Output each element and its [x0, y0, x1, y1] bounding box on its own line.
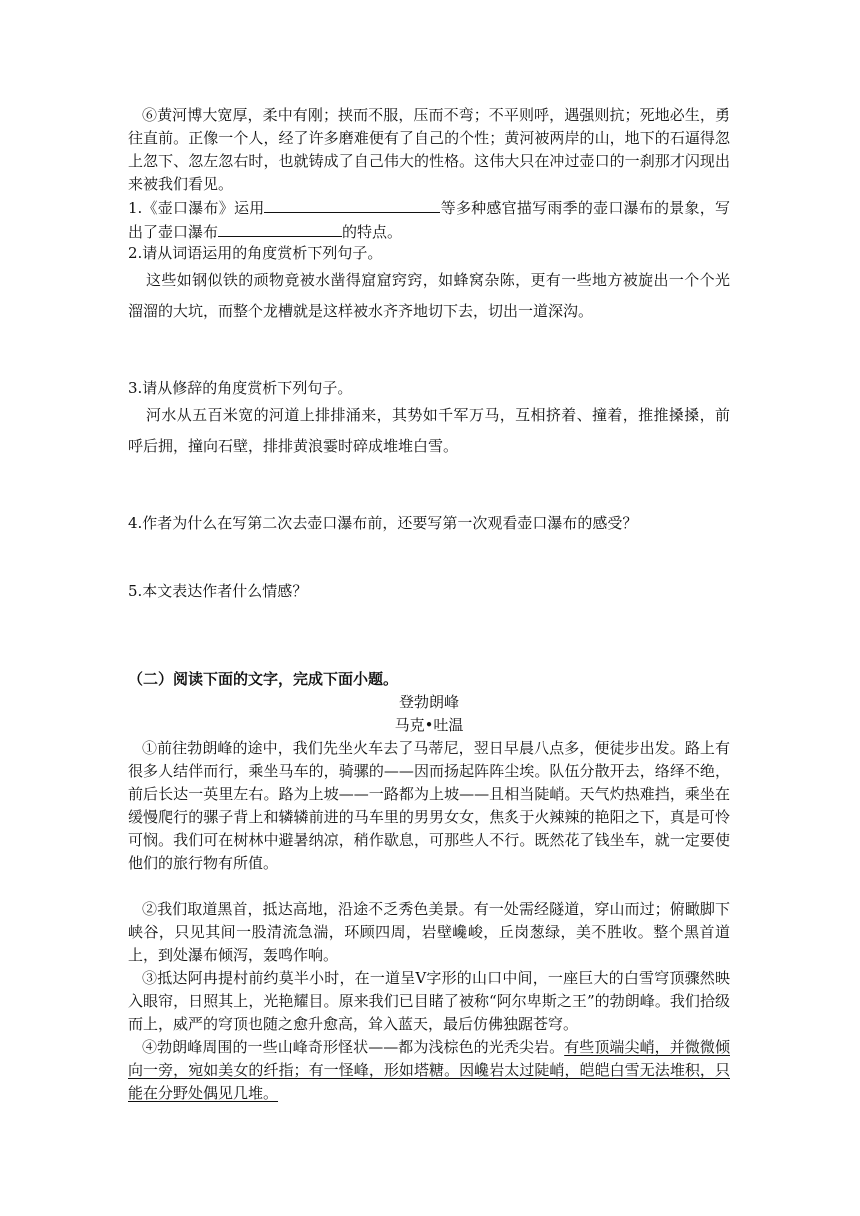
question-3-quote: 河水从五百米宽的河道上排排涌来，其势如千军万马，互相挤着、撞着，推推搡搡，前呼后拥，撞向石壁，排排黄浪霎时碎成堆堆白雪。 [128, 406, 730, 455]
question-3-prompt: 3.请从修辞的角度赏析下列句子。 [128, 379, 353, 397]
article-title: 登勃朗峰 [398, 693, 459, 711]
question-1-part1: 1.《壶口瀑布》运用 [128, 199, 265, 217]
article-paragraph-4 [128, 1036, 730, 1105]
question-1-part3: 的特点。 [342, 223, 403, 241]
question-1 [128, 196, 730, 244]
article-paragraph-1: ①前往勃朗峰的途中，我们先坐火车去了马蒂尼，翌日早晨八点多，便徒步出发。路上有很多人结伴而行，乘坐马车的，骑骡的——因而扬起阵阵尘埃。队伍分散开去，络绎不绝，前后长达一英里左右。路为上坡——一路都为上坡——且相当陡峭。天气灼热难挡，乘坐在缓慢爬行的骡子背上和辚辚前进的马车里的男男女女，焦炙于火辣辣的艳阳之下，真是可怜可悯。我们可在树林中避暑纳凉，稍作歇息，可那些人不行。既然花了钱坐车，就一定要使他们的旅行物有所值。 [128, 739, 730, 872]
question-5: 5.本文表达作者什么情感？ [128, 582, 308, 600]
answer-blank-2[interactable] [218, 220, 342, 237]
article-author: 马克•吐温 [394, 716, 464, 734]
article-paragraph-2: ②我们取道黑首，抵达高地，沿途不乏秀色美景。有一处需经隧道，穿山而过；俯瞰脚下峡谷，只见其间一股清流急湍，环顾四周，岩壁巉峻，丘岗葱绿，美不胜收。整个黑首道上，到处瀑布倾泻，轰鸣作响。 [128, 900, 730, 964]
question-2-quote: 这些如钢似铁的顽物竟被水凿得窟窟窍窍，如蜂窝杂陈，更有一些地方被旋出一个个光溜溜的大坑，而整个龙槽就是这样被水齐齐地切下去，切出一道深沟。 [128, 271, 730, 320]
question-1-part2: 等多种感官描写雨季的壶口瀑布的景象，写出了壶口瀑布 [128, 199, 730, 241]
section-2-heading: （二）阅读下面的文字，完成下面小题。 [128, 670, 399, 688]
passage-paragraph-6: ⑥黄河博大宽厚，柔中有刚；挟而不服，压而不弯；不平则呼，遇强则抗；死地必生，勇往直前。正像一个人，经了许多磨难便有了自己的个性；黄河被两岸的山，地下的石逼得忽上忽下、忽左忽右时，也就铸成了自己伟大的性格。这伟大只在冲过壶口的一刹那才闪现出来被我们看见。 [128, 106, 730, 193]
article-paragraph-4-underlined-text: 有些顶端尖峭，并微微倾向一旁，宛如美女的纤指；有一怪峰，形如塔糖。因巉岩太过陡峭，皑皑白雪无法堆积，只能在分野处偶见几堆。 [128, 1038, 730, 1102]
article-paragraph-3: ③抵达阿冉提村前约莫半小时，在一道呈V字形的山口中间，一座巨大的白雪穹顶骤然映入眼帘，日照其上，光艳耀目。原来我们已目睹了被称“阿尔卑斯之王”的勃朗峰。我们拾级而上，威严的穹顶也随之愈升愈高，耸入蓝天，最后仿佛独踞苍穹。 [128, 969, 730, 1033]
question-2-prompt: 2.请从词语运用的角度赏析下列句子。 [128, 244, 383, 262]
question-4: 4.作者为什么在写第二次去壶口瀑布前，还要写第一次观看壶口瀑布的感受？ [128, 514, 638, 532]
answer-blank-1[interactable] [264, 196, 440, 213]
article-paragraph-4-text: ④勃朗峰周围的一些山峰奇形怪状——都为浅棕色的光秃尖岩。 [142, 1038, 565, 1056]
